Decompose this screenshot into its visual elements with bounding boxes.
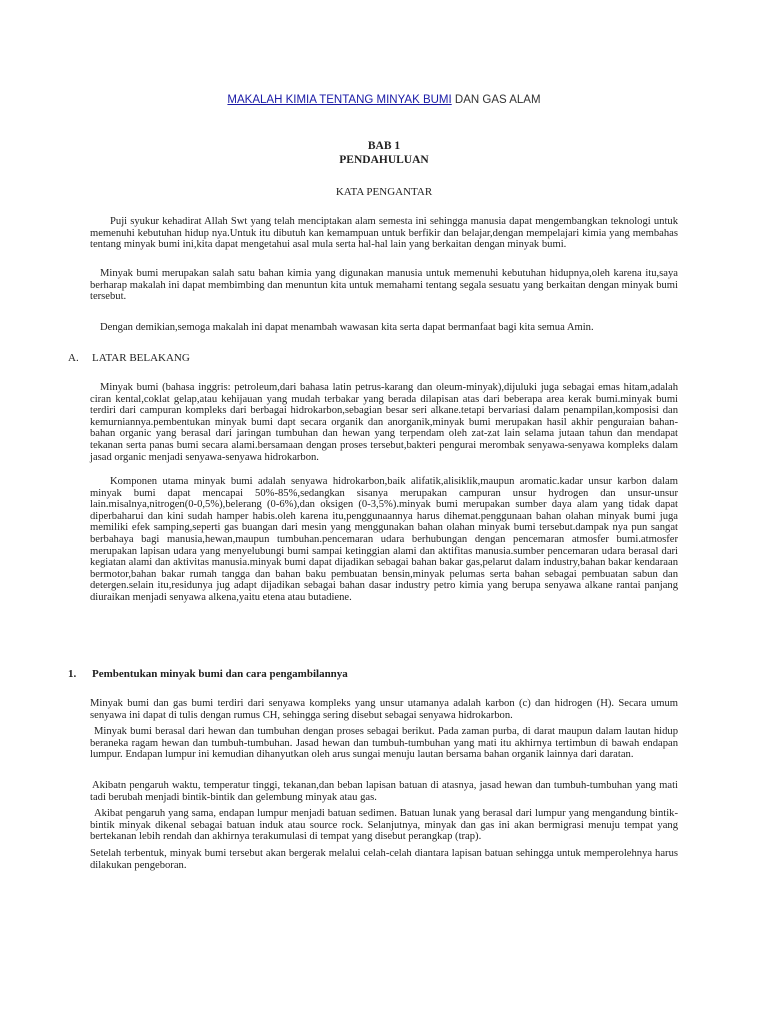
preface-paragraph-1: Puji syukur kehadirat Allah Swt yang telah menciptakan alam semesta ini sehingga manusia dapat mengembangkan teknologi untuk memenuhi kebutuhan hidup nya.Untuk itu dibutuh kan kemampuan untuk berfikir dan belajar,dengan mempelajari kimia yang membahas tentang minyak bumi ini,kita dapat mengetahui asal mula serta hal-hal lain yang berkaitan dengan minyak bumi. — [90, 216, 678, 251]
chapter-title: PENDAHULUAN — [339, 154, 429, 166]
formation-paragraph-5: Setelah terbentuk, minyak bumi tersebut akan bergerak melalui celah-celah diantara lapisan batuan sehingga untuk memperolehnya harus dilakukan pengeboran. — [90, 848, 678, 871]
formation-paragraph-4: Akibat pengaruh yang sama, endapan lumpur menjadi batuan sedimen. Batuan lunak yang berasal dari lumpur yang mengandung bintik-bintik minyak dikenal sebagai batuan induk atau source rock. Selanjutnya, minyak dan gas ini akan bermigrasi menuju tempat yang bertekanan lebih rendah dan akhirnya terakumulasi di tempat yang disebut perangkap (trap). — [90, 808, 678, 843]
section-a-number: A. — [68, 352, 79, 364]
title-link[interactable]: MAKALAH KIMIA TENTANG MINYAK BUMI — [227, 94, 452, 106]
preface-heading: KATA PENGANTAR — [335, 186, 433, 198]
formation-paragraph-2: Minyak bumi berasal dari hewan dan tumbuhan dengan proses sebagai berikut. Pada zaman purba, di darat maupun dalam lautan hidup beraneka ragam hewan dan tumbuh-tumbuhan. Jasad hewan dan tumbuh-tumbuhan yang mati itu akhirnya tertimbun di bawah endapan lumpur. Endapan lumpur ini kemudian dihanyutkan oleh arus sungai menuju lautan bersama bahan organik lainnya dari daratan. — [90, 726, 678, 761]
background-paragraph-1: Minyak bumi (bahasa inggris: petroleum,dari bahasa latin petrus-karang dan oleum-minyak),dijuluki juga sebagai emas hitam,adalah ciran kental,coklat gelap,atau kehijauan yang mudah terbakar yang berada dilapisan atas dari beberapa area kerak bumi.minyak bumi terdiri dari campuran kompleks dari berbagai hidrokarbon,sebagian besar seri alkane.tetapi bervariasi dalam penampilan,komposisi dan kemurniannya.pembentukan minyak bumi dapt secara organik dan anorganik,minyak bumi merupakan hasil akhir penguraian bahan-bahan organic yang berasal dari jaringan tumbuhan dan hewan yang terpendam oleh zat-zat lain selama jutaan tahun dan mendapat tekanan serta panas bumi secara alami.bersamaan dengan proses tersebut,bakteri pengurai merombak senyawa-senyawa kompleks dalam jasad organic menjadi senyawa-senyawa hidrokarbon. — [90, 382, 678, 463]
formation-paragraph-3: Akibatn pengaruh waktu, temperatur tinggi, tekanan,dan beban lapisan batuan di atasnya, jasad hewan dan tumbuh-tumbuhan yang mati tadi berubah menjadi bintik-bintik dan gelembung minyak atau gas. — [90, 780, 678, 803]
preface-paragraph-3: Dengan demikian,semoga makalah ini dapat menambah wawasan kita serta dapat bermanfaat bagi kita semua Amin. — [100, 322, 594, 333]
chapter-number: BAB 1 — [367, 140, 401, 152]
preface-paragraph-2: Minyak bumi merupakan salah satu bahan kimia yang digunakan manusia untuk memenuhi kebutuhan hidupnya,oleh karena itu,saya berharap makalah ini dapat membimbing dan menuntun kita untuk memahami tentang segala sesuatu yang berkaitan dengan minyak bumi tersebut. — [90, 268, 678, 303]
section-1-label: Pembentukan minyak bumi dan cara pengambilannya — [92, 668, 348, 680]
background-paragraph-2: Komponen utama minyak bumi adalah senyawa hidrokarbon,baik alifatik,alisiklik,maupun aromatic.kadar unsur karbon dalam minyak bumi dapat mencapai 50%-85%,sedangkan sisanya merupakan campuran unsur hydrogen dan unsur-unsur lain.misalnya,nitrogen(0-0,5%),belerang (0-6%),dan oksigen (0-3,5%).minyak bumi merupakan sumber daya alam yang tidak dapat diperbaharui dan kini sudah hamper habis.oleh karena itu,penggunaannya harus dihemat.penggunaan bahan olahan minyak bumi juga memiliki efek samping,seperti gas buangan dari mesin yang menggunakan bahan olahan minyak bumi tersebut.dampak nya pun sangat berbahaya bagi manusia,hewan,maupun tumbuhan.pencemaran udara berhubungan dengan pencemaran atmosfer bumi.atmosfer merupakan lapisan udara yang menyelubungi bumi sampai ketinggian alami dan aktifitas manusia.sumber pencemaran udara berasal dari kegiatan alami dan aktivitas manusia.minyak bumi dapat dijadikan sebagai bahan bakar gas,pelarut dalam industry,bahan bakar kendaraan bermotor,bahan bakar rumah tangga dan bahan baku pembuatan bensin,minyak pelumas serta bahan sebagai pembuatan sabun dan detergen.selain itu,residunya jug adapt dijadikan sebagai bahan dasar industry petro kimia yang berupa senyawa alkane rantai panjang diuraikan menjadi senyawa alkena,yaitu etena atau butadiene. — [90, 476, 678, 603]
formation-paragraph-1: Minyak bumi dan gas bumi terdiri dari senyawa kompleks yang unsur utamanya adalah karbon (c) dan hidrogen (H). Secara umum senyawa ini dapat di tulis dengan rumus CH, sehingga sering disebut sebagai senyawa hidrokarbon. — [90, 698, 678, 721]
section-a-label: LATAR BELAKANG — [92, 352, 190, 364]
section-1-number: 1. — [68, 668, 77, 680]
document-title — [0, 94, 768, 106]
title-rest: DAN GAS ALAM — [451, 94, 541, 106]
